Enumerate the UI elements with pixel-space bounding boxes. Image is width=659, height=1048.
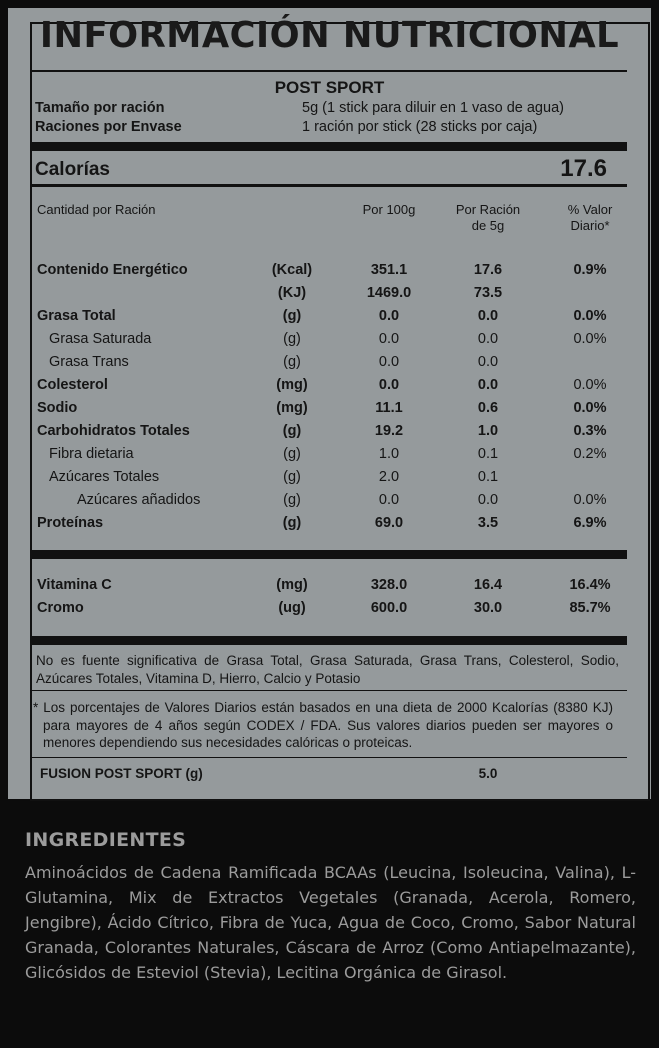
nutrient-per-serving: 0.0: [477, 354, 499, 370]
nutrient-per-serving: 0.0: [477, 331, 499, 347]
nutrient-daily-value: 0.9%: [573, 262, 607, 278]
nutrient-per-serving: 0.6: [477, 400, 499, 416]
divider-calories: [31, 184, 627, 187]
column-header-amount: Cantidad por Ración: [37, 202, 156, 217]
nutrient-daily-value: 0.0%: [573, 400, 607, 416]
nutrient-per100: 0.0: [378, 492, 400, 508]
vitamin-per-serving: 30.0: [473, 600, 503, 616]
column-header-dv-1: % Valor: [567, 202, 613, 217]
nutrient-unit: (g): [283, 469, 301, 485]
nutrient-per-serving: 17.6: [473, 262, 503, 278]
fusion-value: 5.0: [478, 766, 498, 781]
nutrient-daily-value: 0.3%: [573, 423, 607, 439]
nutrient-per-serving: 0.0: [477, 308, 499, 324]
nutrient-unit: (g): [283, 354, 301, 370]
nutrient-per-serving: 0.0: [477, 377, 499, 393]
vitamin-unit: (ug): [278, 600, 306, 616]
nutrient-name: Grasa Saturada: [49, 331, 152, 347]
nutrient-per-serving: 73.5: [473, 285, 503, 301]
nutrient-unit: (g): [283, 492, 301, 508]
serving-size-value: 5g (1 stick para diluir en 1 vaso de agua): [302, 100, 564, 116]
nutrient-daily-value: 0.2%: [573, 446, 607, 462]
nutrient-name: Grasa Trans: [49, 354, 129, 370]
nutrient-daily-value: 6.9%: [573, 515, 607, 531]
nutrient-name: Grasa Total: [37, 308, 116, 324]
nutrient-per-serving: 1.0: [477, 423, 499, 439]
label-title: INFORMACIÓN NUTRICIONAL: [39, 15, 620, 56]
nutrient-daily-value: 0.0%: [573, 377, 607, 393]
nutrient-name: Azúcares añadidos: [77, 492, 201, 508]
nutrient-per-serving: 0.1: [477, 446, 499, 462]
divider-top: [31, 70, 627, 72]
vitamin-name: Cromo: [37, 600, 84, 616]
nutrient-name: Azúcares Totales: [49, 469, 160, 485]
nutrient-per100: 0.0: [378, 331, 400, 347]
calories-label: Calorías: [35, 159, 110, 180]
nutrient-unit: (g): [282, 308, 302, 324]
nutrient-name: Proteínas: [37, 515, 104, 531]
vitamin-name: Vitamina C: [37, 577, 112, 593]
divider-thick-1: [31, 142, 627, 151]
column-header-dv-2: Diario*: [570, 218, 610, 233]
vitamin-per100: 328.0: [370, 577, 408, 593]
daily-value-footnote: * Los porcentajes de Valores Diarios están basados en una dieta de 2000 Kcalorías (8380 KJ) para mayores de 4 años según CODEX / FDA. Sus valores diarios pueden ser mayores o menores dependiendo sus necesidades calóricas o proteicas.: [33, 700, 613, 750]
calories-value: 17.6: [560, 155, 607, 182]
nutrient-unit: (KJ): [277, 285, 307, 301]
column-header-per100: Por 100g: [362, 202, 416, 217]
nutrient-daily-value: 0.0%: [573, 331, 607, 347]
nutrient-per100: 0.0: [378, 354, 400, 370]
nutrient-per100: 351.1: [370, 262, 408, 278]
servings-per-container-label: Raciones por Envase: [35, 119, 182, 135]
nutrient-name: Colesterol: [37, 377, 108, 393]
divider-thin-2: [31, 757, 627, 758]
nutrient-unit: (mg): [276, 377, 308, 393]
nutrient-per100: 0.0: [378, 377, 400, 393]
serving-size-label: Tamaño por ración: [35, 100, 165, 116]
product-name: POST SPORT: [274, 78, 385, 97]
nutrient-per-serving: 3.5: [477, 515, 499, 531]
nutrient-name: Contenido Energético: [37, 262, 188, 278]
divider-thin-1: [31, 690, 627, 691]
nutrient-unit: (g): [282, 423, 302, 439]
nutrient-name: Sodio: [37, 400, 78, 416]
nutrient-unit: (g): [282, 515, 302, 531]
column-header-perserving-1: Por Ración: [455, 202, 521, 217]
vitamin-daily-value: 16.4%: [569, 577, 611, 593]
nutrient-unit: (g): [283, 331, 301, 347]
servings-per-container-value: 1 ración por stick (28 sticks por caja): [302, 119, 538, 135]
nutrient-name: Carbohidratos Totales: [37, 423, 190, 439]
nutrient-unit: (g): [283, 446, 301, 462]
nutrient-per100: 1.0: [378, 446, 400, 462]
fusion-label: FUSION POST SPORT (g): [40, 766, 203, 781]
divider-thick-3: [31, 636, 627, 645]
nutrient-daily-value: 0.0%: [573, 308, 607, 324]
nutrient-name: Fibra dietaria: [49, 446, 134, 462]
ingredients-title: INGREDIENTES: [25, 829, 187, 851]
nutrient-daily-value: 0.0%: [573, 492, 607, 508]
nutrient-per100: 19.2: [374, 423, 404, 439]
nutrient-per100: 11.1: [375, 400, 403, 416]
vitamin-unit: (mg): [276, 577, 308, 593]
column-header-perserving-2: de 5g: [471, 218, 505, 233]
not-significant-note: No es fuente significativa de Grasa Total, Grasa Saturada, Grasa Trans, Colesterol, Sodio, Azúcares Totales, Vitamina D, Hierro, Calcio y Potasio: [36, 653, 619, 686]
ingredients-text: Aminoácidos de Cadena Ramificada BCAAs (Leucina, Isoleucina, Valina), L-Glutamina, Mix de Extractos Vegetales (Granada, Acerola, Romero, Jengibre), Ácido Cítrico, Fibra de Yuca, Agua de Coco, Cromo, Sabor Natural Granada, Colorantes Naturales, Cáscara de Arroz (Como Antiapelmazante), Glicósidos de Esteviol (Stevia), Lecitina Orgánica de Girasol.: [25, 863, 636, 982]
nutrient-per-serving: 0.1: [477, 469, 499, 485]
vitamin-daily-value: 85.7%: [569, 600, 611, 616]
vitamin-per100: 600.0: [370, 600, 408, 616]
nutrient-per100: 0.0: [378, 308, 400, 324]
nutrient-per100: 2.0: [378, 469, 400, 485]
vitamin-per-serving: 16.4: [473, 577, 503, 593]
nutrient-per100: 1469.0: [366, 285, 412, 301]
divider-thick-2: [31, 550, 627, 559]
nutrient-per100: 69.0: [374, 515, 404, 531]
nutrient-unit: (mg): [276, 400, 308, 416]
nutrient-per-serving: 0.0: [477, 492, 499, 508]
nutrient-unit: (Kcal): [271, 262, 313, 278]
